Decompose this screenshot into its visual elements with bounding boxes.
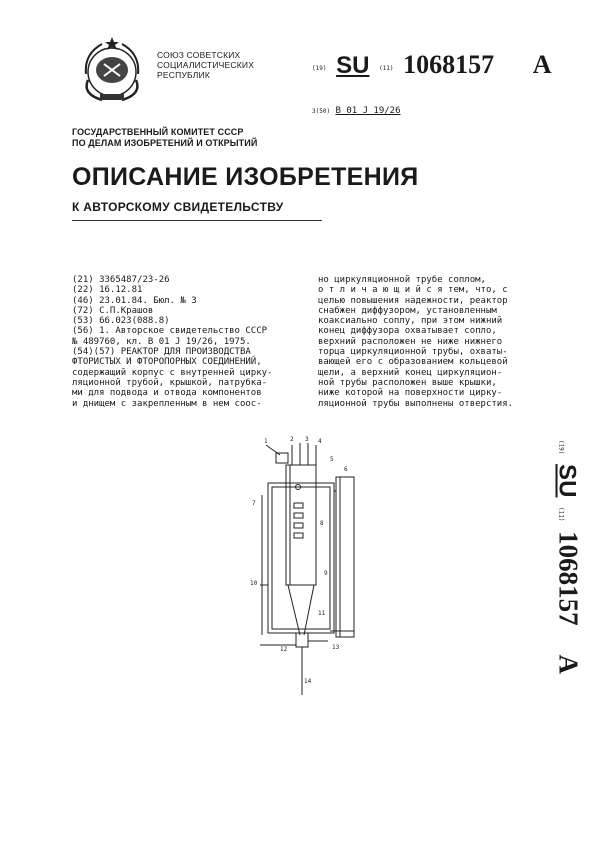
country-code: (19) xyxy=(312,65,327,72)
abstract-line: конец диффузора охватывает сопло, xyxy=(318,326,497,337)
document-subtitle: К АВТОРСКОМУ СВИДЕТЕЛЬСТВУ xyxy=(72,200,284,214)
figure-label: 4 xyxy=(318,438,322,445)
abstract-line: ниже которой на поверхности цирку- xyxy=(318,388,503,399)
abstract-line: ляционной трубы выполнены отверстия. xyxy=(318,398,514,409)
side-number-code: (11) xyxy=(557,507,565,522)
biblio-line: № 489760, кл. В 01 J 19/26, 1975. xyxy=(72,336,251,347)
figure-label: 6 xyxy=(344,466,348,473)
side-patent-number xyxy=(548,422,588,692)
ussr-emblem xyxy=(72,34,152,106)
ipc-value: B 01 J 19/26 xyxy=(335,106,401,116)
figure-label: 13 xyxy=(332,644,340,651)
biblio-line: (56) 1. Авторское свидетельство СССР xyxy=(72,326,268,337)
abstract-text xyxy=(318,275,550,409)
committee xyxy=(72,127,257,149)
country: SU xyxy=(336,52,370,79)
biblio-line: (72) С.П.Крашов xyxy=(72,305,154,316)
biblio-line: (46) 23.01.84. Бюл. № 3 xyxy=(72,295,197,306)
biblio-line: ФТОРИСТЫХ И ФТОРОПОРНЫХ СОЕДИНЕНИЙ, xyxy=(72,357,262,368)
figure-label: 12 xyxy=(280,646,288,653)
abstract-line: о т л и ч а ю щ и й с я тем, что, с xyxy=(318,285,508,296)
figure-label: 10 xyxy=(250,580,258,587)
abstract-line: ной трубы расположен выше крышки, xyxy=(318,377,497,388)
abstract-line: целью повышения надежности, реактор xyxy=(318,295,508,306)
side-country: SU xyxy=(553,464,581,498)
union-line: СОЦИАЛИСТИЧЕСКИХ xyxy=(157,60,255,70)
abstract-line: верхний расположен не ниже нижнего xyxy=(318,336,503,347)
union-line: СОЮЗ СОВЕТСКИХ xyxy=(157,50,241,60)
side-kind-code: A xyxy=(553,654,584,675)
ipc-code: 3(50) xyxy=(312,108,331,115)
side-patent-number-value: 1068157 xyxy=(553,531,584,626)
figure-label: 3 xyxy=(305,436,309,443)
document-title: ОПИСАНИЕ ИЗОБРЕТЕНИЯ xyxy=(72,163,419,191)
abstract-line: вающей его с образованием кольцевой xyxy=(318,357,508,368)
biblio-line: (54)(57) РЕАКТОР ДЛЯ ПРОИЗВОДСТВА xyxy=(72,347,251,358)
side-country-code: (19) xyxy=(557,439,565,455)
abstract-line: торца циркуляционной трубы, охваты- xyxy=(318,347,508,358)
bibliographic-data xyxy=(72,275,312,409)
biblio-line: (22) 16.12.81 xyxy=(72,285,143,296)
patent-number: 1068157 xyxy=(403,50,495,79)
abstract-line: коаксиально соплу, при этом нижний xyxy=(318,316,503,327)
committee-line: ГОСУДАРСТВЕННЫЙ КОМИТЕТ СССР xyxy=(72,127,244,137)
abstract-line: снабжен диффузором, установленным xyxy=(318,305,497,316)
ipc-classification xyxy=(312,106,401,116)
biblio-line: содержащий корпус с внутренней цирку- xyxy=(72,367,273,378)
biblio-line: (21) 3365487/23-26 xyxy=(72,275,170,285)
abstract-line: щели, а верхний конец циркуляцион- xyxy=(318,367,503,378)
number-code: (11) xyxy=(379,65,394,72)
union-name xyxy=(157,50,254,80)
figure-label: 1 xyxy=(264,438,268,445)
figure-label: 8 xyxy=(320,520,324,527)
figure-label: 2 xyxy=(290,436,294,443)
figure-label: 11 xyxy=(318,610,326,617)
biblio-line: ми для подвода и отвода компонентов xyxy=(72,388,262,399)
title-divider xyxy=(72,220,322,221)
biblio-line: ляционной трубой, крышкой, патрубка- xyxy=(72,377,268,388)
figure-label: 7 xyxy=(252,500,256,507)
patent-number-block xyxy=(312,50,551,80)
figure-label: 14 xyxy=(304,678,312,685)
union-line: РЕСПУБЛИК xyxy=(157,70,211,80)
committee-line: ПО ДЕЛАМ ИЗОБРЕТЕНИЙ И ОТКРЫТИЙ xyxy=(72,138,258,148)
figure-label: 9 xyxy=(324,570,328,577)
reactor-drawing xyxy=(250,435,380,715)
biblio-line: и днищем с закрепленным в нем соос- xyxy=(72,398,262,409)
kind-code: A xyxy=(532,50,552,79)
figure-label: 5 xyxy=(330,456,334,463)
abstract-line: но циркуляционной трубе соплом, xyxy=(318,275,486,285)
biblio-line: (53) 66.023(088.8) xyxy=(72,316,170,327)
